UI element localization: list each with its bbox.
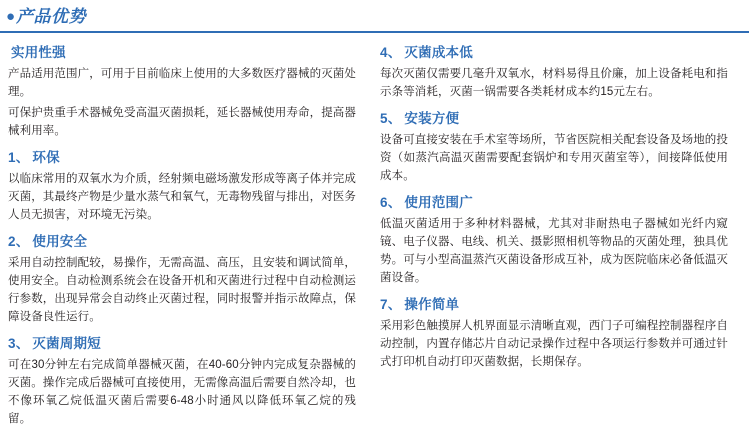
content-columns (0, 36, 751, 428)
advantage-block (8, 335, 356, 428)
page-title: 产品优势 (16, 7, 87, 26)
left-column (8, 44, 356, 428)
right-column (380, 44, 728, 428)
advantage-number: 4、 (380, 45, 402, 60)
advantage-block (380, 194, 728, 287)
advantage-title (380, 44, 728, 61)
advantage-title (8, 149, 356, 166)
advantage-title-text: 使用范围广 (404, 195, 473, 210)
advantage-block (8, 44, 356, 140)
advantage-paragraph: 以临床常用的双氧水为介质，经射频电磁场激发形成等离子体并完成灭菌，其最终产物是少量水蒸气和氧气，无毒物残留与排出，对医务人员无损害，对环境无污染。 (8, 173, 356, 221)
product-advantages-page (0, 6, 751, 434)
advantage-number: 5、 (380, 111, 402, 126)
advantage-block (8, 233, 356, 326)
bullet-icon: ● (6, 8, 16, 25)
advantage-title-text: 实用性强 (11, 45, 66, 60)
advantage-number: 7、 (380, 297, 402, 312)
advantage-paragraph: 产品适用范围广，可用于目前临床上使用的大多数医疗器械的灭菌处理。 (8, 68, 356, 98)
advantage-block (380, 296, 728, 371)
advantage-number: 1、 (8, 150, 30, 165)
advantage-block (8, 149, 356, 224)
advantage-title (380, 194, 728, 211)
advantage-paragraph: 可在30分钟左右完成简单器械灭菌，在40-60分钟内完成复杂器械的灭菌。操作完成后器械可直接使用，无需像高温后需要自然冷却，也不像环氧乙烷低温灭菌后需要6-48小时通风以降低环氧乙烷的残留。 (8, 359, 356, 425)
advantage-block (380, 110, 728, 185)
advantage-number: 6、 (380, 195, 402, 210)
advantage-title (8, 233, 356, 250)
advantage-number: 2、 (8, 234, 30, 249)
advantage-title (380, 296, 728, 313)
advantage-block (380, 44, 728, 101)
advantage-title (380, 110, 728, 127)
advantage-paragraph: 每次灭菌仅需要几毫升双氧水，材料易得且价廉，加上设备耗电和指示条等消耗，灭菌一锅需要各类耗材成本约15元左右。 (380, 68, 728, 98)
advantage-number: 3、 (8, 336, 30, 351)
advantage-title (8, 335, 356, 352)
advantage-title-text: 环保 (32, 150, 60, 165)
advantage-paragraph: 采用彩色触摸屏人机界面显示清晰直观，西门子可编程控制器程序自动控制，内置存储芯片自动记录操作过程中各项运行参数并可通过针式打印机自动打印灭菌数据，长期保存。 (380, 320, 728, 368)
section-header (0, 6, 751, 36)
advantage-title-text: 灭菌周期短 (32, 336, 101, 351)
advantage-title-text: 灭菌成本低 (404, 45, 473, 60)
advantage-paragraph: 可保护贵重手术器械免受高温灭菌损耗，延长器械使用寿命，提高器械利用率。 (8, 107, 356, 137)
advantage-title-text: 操作简单 (404, 297, 460, 312)
advantage-paragraph: 采用自动控制配较，易操作，无需高温、高压，且安装和调试简单，使用安全。自动检测系统会在设备开机和灭菌进行过程中自动检测运行参数，出现异常会自动终止灭菌过程，同时报警并指示故障点，保障设备良性运行。 (8, 257, 356, 323)
advantage-title (8, 44, 356, 61)
header-divider (0, 31, 749, 33)
advantage-title-text: 使用安全 (32, 234, 88, 249)
advantage-paragraph: 低温灭菌适用于多种材料器械，尤其对非耐热电子器械如光纤内窥镜、电子仪器、电线、机关、摄影照相机等物品的灭菌处理，独具优势。可与小型高温蒸汽灭菌设备形成互补，成为医院临床必备低温灭菌设备。 (380, 218, 728, 284)
advantage-paragraph: 设备可直接安装在手术室等场所，节省医院相关配套设备及场地的投资（如蒸汽高温灭菌需要配套锅炉和专用灭菌室等），间接降低使用成本。 (380, 134, 728, 182)
advantage-title-text: 安装方便 (404, 111, 460, 126)
